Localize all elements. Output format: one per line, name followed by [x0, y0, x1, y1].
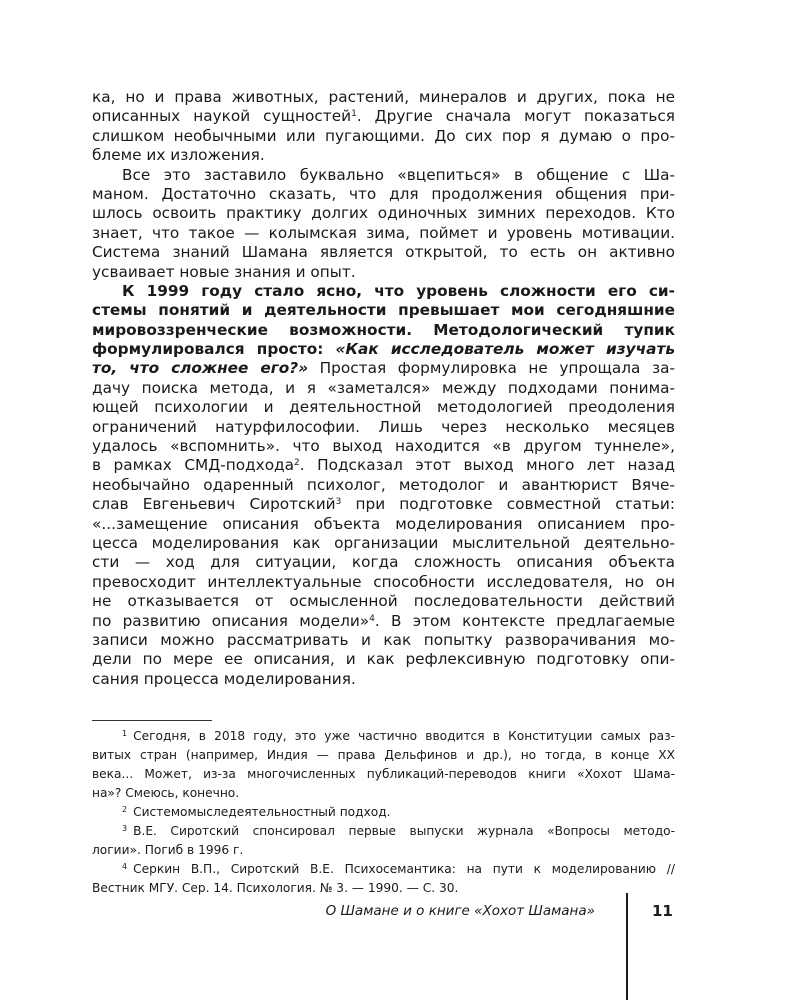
text-line: сания процесса моделирования.: [92, 669, 356, 688]
text-line: дели по мере ее описания, и как рефлексивную подготовку опи-: [92, 650, 675, 669]
text-line: усваивает новые знания и опыт.: [92, 262, 356, 281]
text-line: в рамках СМД-подхода$^2$. Подсказал этот выход много лет назад: [92, 456, 675, 475]
footnote-line: витых стран (например, Индия — права Дельфинов и др.), но тогда, в конце XX: [92, 748, 675, 762]
text-line: Система знаний Шамана является открытой, то есть он активно: [92, 243, 675, 262]
text-line: слав Евгеньевич Сиротский$^3$ при подготовке совместной статьи:: [92, 495, 675, 514]
text-line: то, что сложнее его?» Простая формулировка не упрощала за-: [92, 359, 675, 378]
footnote-line: века... Может, из-за многочисленных публикаций-переводов книги «Хохот Шама-: [92, 767, 675, 781]
footnote-line: $^1$ Сегодня, в 2018 году, это уже частично вводится в Конституции самых раз-: [122, 729, 675, 743]
text-line: не отказывается от осмысленной последовательности действий: [92, 592, 675, 611]
footnotes: [92, 727, 675, 898]
footnote-separator: [92, 720, 212, 721]
text-line: формулировался просто: «Как исследователь может изучать: [92, 340, 675, 359]
footnote-line: $^2$ Системомыследеятельностный подход.: [122, 805, 391, 819]
text-line: ограничений натурфилософии. Лишь через несколько месяцев: [92, 417, 675, 436]
page-number: 11: [652, 902, 673, 920]
running-footer-title: О Шамане и о книге «Хохот Шамана»: [325, 903, 595, 919]
text-line: сти — ход для ситуации, когда сложность описания объекта: [92, 553, 675, 572]
text-line: удалось «вспомнить». что выход находится «в другом туннеле»,: [92, 437, 675, 456]
footnote-number: 1: [122, 729, 128, 738]
text-line: записи можно рассматривать и как попытку разворачивания мо-: [92, 630, 675, 649]
footnote-ref[interactable]: 4: [369, 613, 375, 624]
text-line: цесса моделирования как организации мыслительной деятельно-: [92, 533, 675, 552]
footnote-line: Вестник МГУ. Сер. 14. Психология. № 3. — 1990. — С. 30.: [92, 881, 459, 895]
footnote-ref[interactable]: 3: [335, 497, 342, 508]
footnote-line: $^4$ Серкин В.П., Сиротский В.Е. Психосемантика: на пути к моделированию //: [122, 862, 675, 876]
footnote-ref[interactable]: 2: [294, 458, 300, 469]
footnote-ref[interactable]: 1: [351, 109, 357, 120]
footer-divider: [626, 893, 628, 1000]
main-text: [92, 88, 675, 689]
text-line: слишком необычными или пугающими. До сих пор я думаю о про-: [92, 126, 675, 145]
footnote-number: 4: [122, 862, 128, 871]
text-line: блеме их изложения.: [92, 146, 265, 165]
text-line: маном. Достаточно сказать, что для продолжения общения при-: [92, 184, 675, 203]
footnote-number: 3: [122, 824, 128, 833]
text-line: дачу поиска метода, и я «заметался» между подходами понима-: [92, 378, 675, 397]
text-line: превосходит интеллектуальные способности исследователя, но он: [92, 572, 675, 591]
text-line: по развитию описания модели»$^4$. В этом контексте предлагаемые: [92, 611, 675, 630]
text-line: стемы понятий и деятельности превышает мои сегодняшние: [92, 301, 675, 320]
text-line: «...замещение описания объекта моделирования описанием про-: [92, 514, 675, 533]
footnote-number: 2: [122, 805, 128, 814]
footnote-line: $^3$ В.Е. Сиротский спонсировал первые выпуски журнала «Вопросы методо-: [122, 824, 675, 838]
text-line: ющей психологии и деятельностной методологией преодоления: [92, 398, 675, 417]
footnote-line: на»? Смеюсь, конечно.: [92, 786, 240, 800]
text-line: К 1999 году стало ясно, что уровень сложности его си-: [122, 281, 675, 300]
text-line: ка, но и права животных, растений, минералов и других, пока не: [92, 88, 675, 106]
text-line: описанных наукой сущностей$^1$. Другие сначала могут показаться: [92, 107, 675, 126]
text-line: шлось освоить практику долгих одиночных зимних переходов. Кто: [92, 204, 675, 223]
footnote-line: логии». Погиб в 1996 г.: [92, 843, 244, 857]
text-line: знает, что такое — колымская зима, поймет и уровень мотивации.: [92, 223, 675, 242]
text-line: мировоззренческие возможности. Методологический тупик: [92, 320, 675, 339]
text-line: Все это заставило буквально «вцепиться» в общение с Ша-: [122, 165, 675, 184]
text-line: необычайно одаренный психолог, методолог и авантюрист Вяче-: [92, 475, 675, 494]
